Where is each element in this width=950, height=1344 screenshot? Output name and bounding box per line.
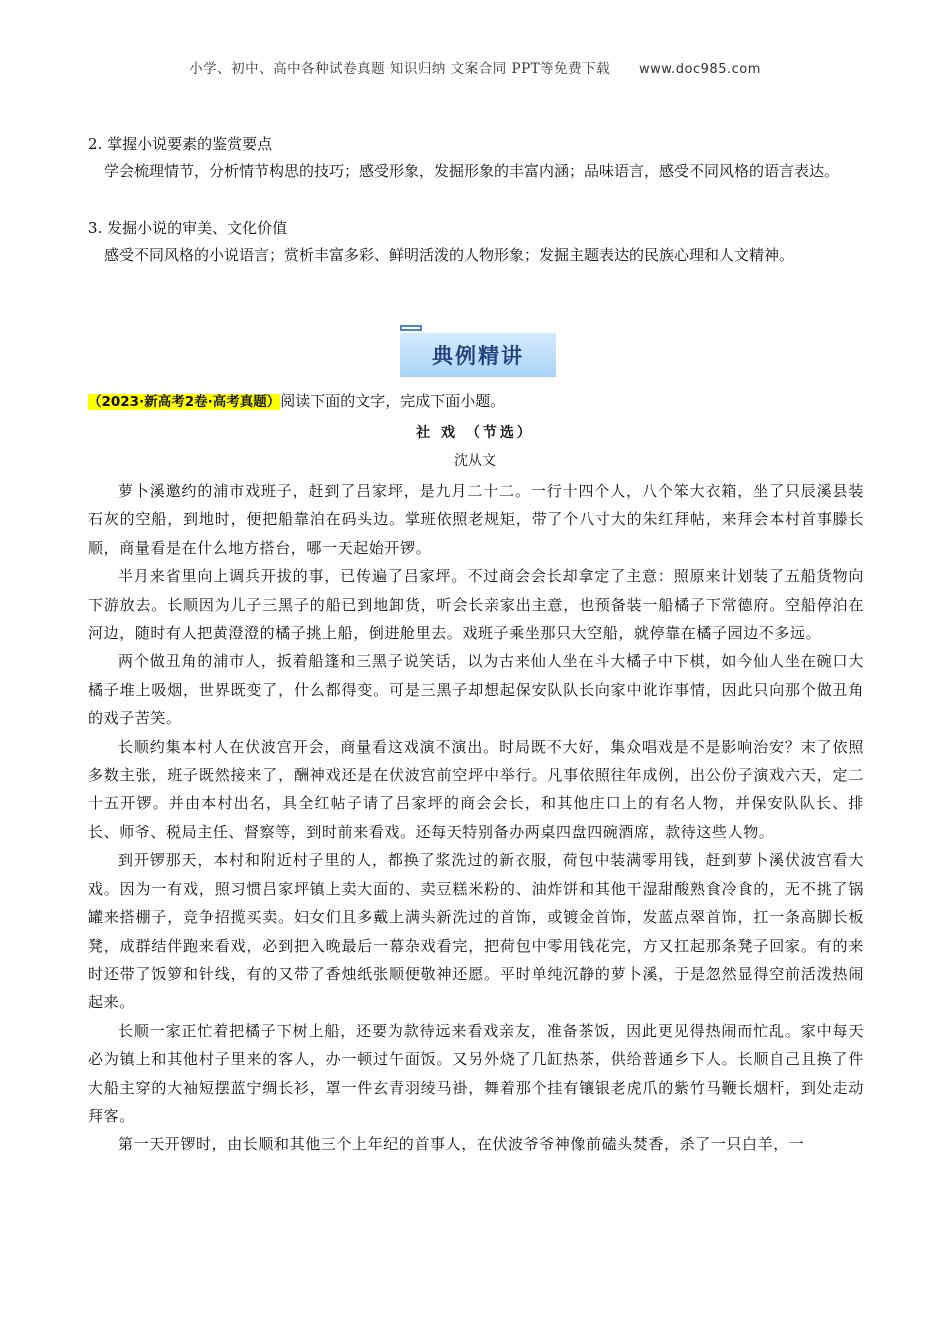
page-header	[0, 57, 950, 77]
story-author: 沈从文	[454, 453, 496, 469]
story-paragraph: 两个做丑角的浦市人，扳着船篷和三黑子说笑话，以为古来仙人坐在斗大橘子中下棋，如今仙人坐在碗口大橘子堆上吸烟，世界既变了，什么都得变。可是三黑子却想起保安队队长向家中讹诈事情，因此只向那个做丑角的戏子苦笑。	[88, 652, 864, 728]
section-body: 学会梳理情节，分析情节构思的技巧；感受形象，发掘形象的丰富内涵；品味语言，感受不同风格的语言表达。	[104, 162, 840, 180]
story-paragraph: 长顺一家正忙着把橘子下树上船，还要为款待远来看戏亲友，准备茶饭，因此更见得热闹而忙乱。家中每天必为镇上和其他村子里来的客人，办一顿过午面饭。又另外烧了几缸热茶，供给普通乡下人。长顺自己且换了件大船主穿的大袖短摆蓝宁绸长衫，罩一件玄青羽绫马褂，舞着那个挂有镶银老虎爪的紫竹马鞭长烟杆，到处走动拜客。	[88, 1021, 864, 1125]
source-instruction: 阅读下面的文字，完成下面小题。	[280, 392, 506, 410]
banner-tab-decoration	[400, 325, 422, 331]
story-body	[88, 477, 864, 1159]
story-title: 社 戏 （节选）	[416, 425, 534, 441]
story-paragraph: 第一天开锣时，由长顺和其他三个上年纪的首事人，在伏波爷爷神像前磕头焚香，杀了一只白羊，一	[118, 1135, 805, 1154]
section-title: 3. 发掘小说的审美、文化价值	[88, 219, 288, 237]
story-paragraph: 萝卜溪邀约的浦市戏班子，赶到了吕家坪，是九月二十二。一行十四个人，八个笨大衣箱，坐了只辰溪县装石灰的空船，到地时，便把船靠泊在码头边。掌班依照老规矩，带了个八寸大的朱红拜帖，来拜会本村首事滕长顺，商量看是在什么地方搭台，哪一天起始开锣。	[88, 482, 864, 557]
section-title: 2. 掌握小说要素的鉴赏要点	[88, 135, 273, 153]
section-2	[88, 131, 868, 185]
source-tag: （2023·新高考2卷·高考真题）	[88, 394, 281, 410]
header-url[interactable]: www.doc985.com	[638, 62, 761, 77]
section-body: 感受不同风格的小说语言；赏析丰富多彩、鲜明活泼的人物形象；发掘主题表达的民族心理和人文精神。	[104, 246, 795, 264]
banner-label: 典例精讲	[400, 333, 556, 377]
source-line	[88, 388, 505, 415]
header-slogan: 小学、初中、高中各种试卷真题 知识归纳 文案合同 PPT等免费下载	[189, 61, 611, 77]
story-paragraph: 长顺约集本村人在伏波宫开会，商量看这戏演不演出。时局既不大好，集众唱戏是不是影响治安？末了依照多数主张，班子既然接来了，酬神戏还是在伏波宫前空坪中举行。凡事依照往年成例，出公份子演戏六天，定二十五开锣。并由本村出名，具全红帖子请了吕家坪的商会会长，和其他庄口上的有名人物，并保安队队长、排长、师爷、税局主任、督察等，到时前来看戏。还每天特别备办两桌四盘四碗酒席，款待这些人物。	[88, 737, 864, 841]
story-paragraph: 到开锣那天，本村和附近村子里的人，都换了浆洗过的新衣服，荷包中装满零用钱，赶到萝卜溪伏波宫看大戏。因为一有戏，照习惯吕家坪镇上卖大面的、卖豆糕米粉的、油炸饼和其他干湿甜酸熟食冷食的，无不挑了锅罐来搭棚子，竞争招揽买卖。妇女们且多戴上满头新洗过的首饰，或镀金首饰，发蓝点翠首饰，扛一条高脚长板凳，成群结伴跑来看戏，必到把入晚最后一幕杂戏看完，把荷包中零用钱花完，方又扛起那条凳子回家。有的来时还带了饭箩和针线，有的又带了香烛纸张顺便敬神还愿。平时单纯沉静的萝卜溪，于是忽然显得空前活泼热闹起来。	[88, 851, 864, 1012]
story-paragraph: 半月来省里向上调兵开拔的事，已传遍了吕家坪。不过商会会长却拿定了主意：照原来计划装了五船货物向下游放去。长顺因为儿子三黑子的船已到地卸货，听会长亲家出主意，也预备装一船橘子下常德府。空船停泊在河边，随时有人把黄澄澄的橘子挑上船，倒进舱里去。戏班子乘坐那只大空船，就停靠在橘子园边不多远。	[88, 567, 864, 643]
section-3	[88, 215, 868, 269]
example-banner	[400, 325, 556, 377]
